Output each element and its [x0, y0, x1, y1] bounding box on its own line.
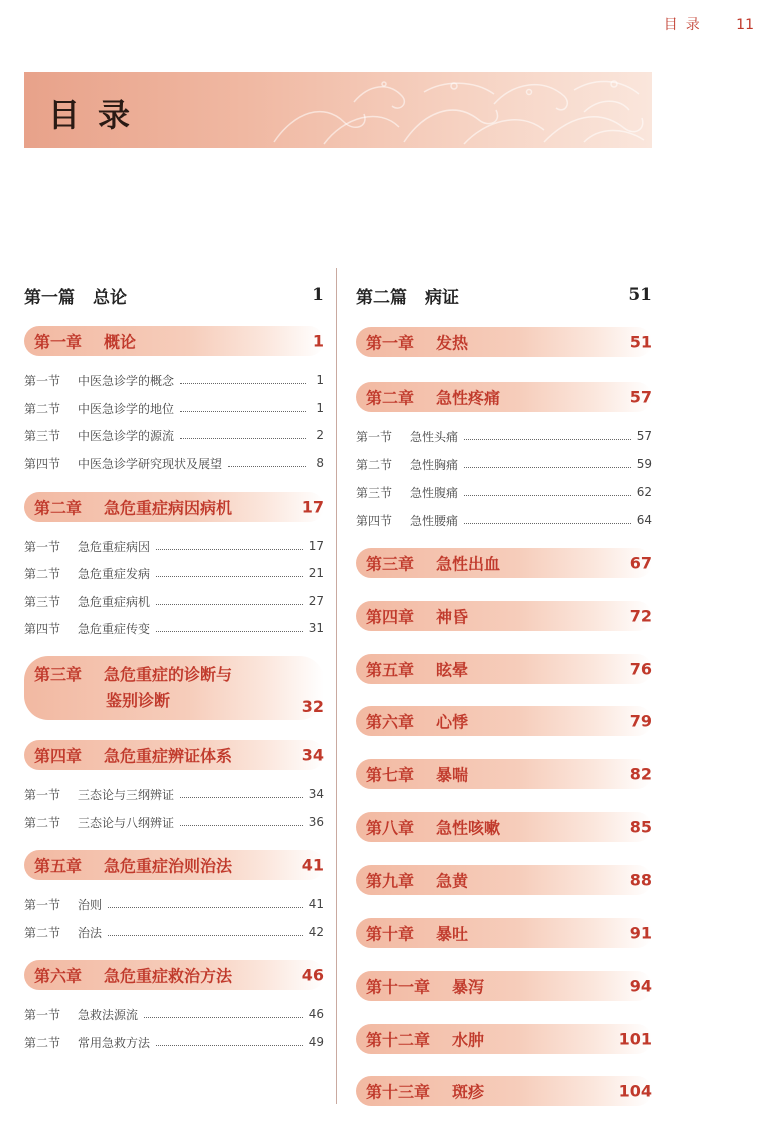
- chapter-page: 91: [629, 923, 652, 943]
- chapter-number: 第四章: [34, 746, 83, 766]
- chapter-page: 51: [629, 332, 652, 352]
- running-header-title: 目录: [663, 17, 708, 33]
- section-page: 62: [636, 485, 652, 499]
- chapter-title: 急危重症治则治法: [104, 856, 233, 876]
- leader-dots: [180, 411, 306, 412]
- section-entry[interactable]: [356, 482, 652, 502]
- section-title: 急性腰痛: [410, 513, 459, 528]
- chapter-page: 82: [629, 764, 652, 784]
- section-title: 急危重症发病: [78, 566, 151, 581]
- section-title: 急性头痛: [410, 429, 459, 444]
- section-entry[interactable]: [24, 536, 324, 556]
- chapter-entry[interactable]: [24, 740, 324, 770]
- chapter-entry[interactable]: [356, 812, 652, 842]
- leader-dots: [228, 466, 306, 467]
- part-title: 总论: [93, 287, 127, 308]
- leader-dots: [108, 935, 303, 936]
- chapter-number: 第二章: [366, 388, 415, 408]
- chapter-title: 神昏: [436, 607, 469, 627]
- chapter-page: 57: [629, 387, 652, 407]
- section-entry[interactable]: [24, 1032, 324, 1052]
- chapter-page: 46: [301, 965, 324, 985]
- leader-dots: [156, 549, 303, 550]
- part-number: 第一篇: [24, 287, 75, 308]
- chapter-number: 第四章: [366, 607, 415, 627]
- chapter-title: 心悸: [436, 712, 469, 732]
- section-entry[interactable]: [24, 370, 324, 390]
- section-number: 第二节: [24, 1035, 61, 1050]
- section-title: 急性胸痛: [410, 457, 459, 472]
- chapter-number: 第十章: [366, 924, 415, 944]
- chapter-title: 急性出血: [436, 554, 501, 574]
- section-page: 46: [308, 1007, 324, 1021]
- section-entry[interactable]: [356, 454, 652, 474]
- chapter-title: 急性疼痛: [436, 388, 501, 408]
- part-page: 51: [628, 285, 652, 305]
- section-title: 中医急诊学的地位: [78, 401, 175, 416]
- section-number: 第二节: [356, 457, 393, 472]
- chapter-entry[interactable]: [24, 656, 324, 720]
- chapter-entry[interactable]: [356, 971, 652, 1001]
- section-title: 急危重症传变: [78, 621, 151, 636]
- chapter-entry[interactable]: [356, 1024, 652, 1054]
- chapter-number: 第三章: [34, 665, 83, 684]
- section-page: 34: [308, 787, 324, 801]
- section-entry[interactable]: [24, 563, 324, 583]
- chapter-title: 暴吐: [436, 924, 469, 944]
- section-page: 36: [308, 815, 324, 829]
- chapter-entry[interactable]: [356, 654, 652, 684]
- chapter-number: 第六章: [34, 966, 83, 986]
- section-title: 三态论与八纲辨证: [78, 815, 175, 830]
- chapter-title: 急危重症救治方法: [104, 966, 233, 986]
- chapter-entry[interactable]: [356, 1076, 652, 1106]
- leader-dots: [156, 604, 303, 605]
- chapter-entry[interactable]: [356, 759, 652, 789]
- toc-banner: [24, 72, 652, 148]
- chapter-title: 斑疹: [452, 1082, 485, 1102]
- section-entry[interactable]: [24, 453, 324, 473]
- chapter-title: 急危重症病因病机: [104, 498, 233, 518]
- part-heading[interactable]: [356, 280, 652, 310]
- section-title: 治法: [78, 925, 103, 940]
- running-header-page: 11: [736, 17, 754, 33]
- chapter-title: 眩晕: [436, 660, 469, 680]
- section-title: 治则: [78, 897, 103, 912]
- chapter-number: 第七章: [366, 765, 415, 785]
- chapter-entry[interactable]: [24, 492, 324, 522]
- section-number: 第二节: [24, 815, 61, 830]
- chapter-page: 34: [301, 745, 324, 765]
- leader-dots: [464, 467, 631, 468]
- section-entry[interactable]: [24, 922, 324, 942]
- chapter-title: 水肿: [452, 1030, 485, 1050]
- part-title: 病证: [425, 287, 459, 308]
- section-number: 第一节: [356, 429, 393, 444]
- section-entry[interactable]: [24, 812, 324, 832]
- chapter-number: 第十二章: [366, 1030, 431, 1050]
- section-number: 第二节: [24, 925, 61, 940]
- section-entry[interactable]: [24, 784, 324, 804]
- chapter-number: 第二章: [34, 498, 83, 518]
- section-title: 急危重症病机: [78, 594, 151, 609]
- section-page: 1: [316, 373, 324, 387]
- section-title: 常用急救方法: [78, 1035, 151, 1050]
- section-page: 8: [316, 456, 324, 470]
- chapter-title-line1: 急危重症的诊断与: [104, 665, 233, 684]
- section-page: 17: [308, 539, 324, 553]
- chapter-number: 第六章: [366, 712, 415, 732]
- section-number: 第一节: [24, 897, 61, 912]
- chapter-page: 41: [301, 855, 324, 875]
- chapter-page: 101: [618, 1029, 652, 1049]
- chapter-entry[interactable]: [24, 326, 324, 356]
- section-page: 64: [636, 513, 652, 527]
- section-number: 第一节: [24, 787, 61, 802]
- section-title: 急性腹痛: [410, 485, 459, 500]
- chapter-page: 67: [629, 553, 652, 573]
- part-number: 第二篇: [356, 287, 407, 308]
- section-page: 57: [636, 429, 652, 443]
- section-page: 2: [316, 428, 324, 442]
- section-page: 42: [308, 925, 324, 939]
- section-number: 第一节: [24, 1007, 61, 1022]
- section-title: 中医急诊学研究现状及展望: [78, 456, 223, 471]
- chapter-title: 发热: [436, 333, 469, 353]
- section-entry[interactable]: [356, 510, 652, 530]
- chapter-entry[interactable]: [356, 327, 652, 357]
- chapter-page: 72: [629, 606, 652, 626]
- leader-dots: [156, 631, 303, 632]
- section-page: 49: [308, 1035, 324, 1049]
- section-title: 中医急诊学的概念: [78, 373, 175, 388]
- chapter-page: 1: [312, 331, 324, 351]
- leader-dots: [156, 1045, 303, 1046]
- section-page: 27: [308, 594, 324, 608]
- section-page: 21: [308, 566, 324, 580]
- running-header: [664, 14, 754, 34]
- section-number: 第三节: [24, 594, 61, 609]
- leader-dots: [464, 439, 631, 440]
- chapter-entry[interactable]: [356, 865, 652, 895]
- part-heading[interactable]: [24, 280, 324, 310]
- chapter-title: 概论: [104, 332, 137, 352]
- banner-title: 目录: [48, 96, 149, 134]
- chapter-number: 第五章: [34, 856, 83, 876]
- leader-dots: [156, 576, 303, 577]
- section-entry[interactable]: [24, 398, 324, 418]
- section-number: 第三节: [356, 485, 393, 500]
- chapter-page: 32: [301, 697, 324, 716]
- leader-dots: [180, 438, 306, 439]
- section-entry[interactable]: [24, 425, 324, 445]
- section-entry[interactable]: [356, 426, 652, 446]
- leader-dots: [464, 523, 631, 524]
- section-page: 59: [636, 457, 652, 471]
- section-number: 第二节: [24, 401, 61, 416]
- section-number: 第二节: [24, 566, 61, 581]
- section-number: 第一节: [24, 539, 61, 554]
- section-entry[interactable]: [24, 618, 324, 638]
- column-divider: [336, 268, 337, 1104]
- chapter-number: 第十三章: [366, 1082, 431, 1102]
- chapter-number: 第一章: [34, 332, 83, 352]
- section-title: 急救法源流: [78, 1007, 139, 1022]
- leader-dots: [180, 383, 306, 384]
- chapter-entry[interactable]: [356, 918, 652, 948]
- chapter-entry[interactable]: [356, 382, 652, 412]
- chapter-page: 94: [629, 976, 652, 996]
- chapter-entry[interactable]: [356, 601, 652, 631]
- chapter-page: 17: [301, 497, 324, 517]
- chapter-title: 急危重症辨证体系: [104, 746, 233, 766]
- section-number: 第四节: [24, 621, 61, 636]
- chapter-page: 104: [618, 1081, 652, 1101]
- leader-dots: [180, 825, 303, 826]
- section-number: 第四节: [24, 456, 61, 471]
- leader-dots: [144, 1017, 303, 1018]
- chapter-number: 第一章: [366, 333, 415, 353]
- section-title: 三态论与三纲辨证: [78, 787, 175, 802]
- chapter-title: 暴泻: [452, 977, 485, 997]
- section-entry[interactable]: [24, 1004, 324, 1024]
- chapter-number: 第八章: [366, 818, 415, 838]
- chapter-title: 暴喘: [436, 765, 469, 785]
- chapter-page: 88: [629, 870, 652, 890]
- section-title: 急危重症病因: [78, 539, 151, 554]
- chapter-entry[interactable]: [24, 960, 324, 990]
- section-page: 41: [308, 897, 324, 911]
- leader-dots: [180, 797, 303, 798]
- chapter-number: 第五章: [366, 660, 415, 680]
- section-number: 第四节: [356, 513, 393, 528]
- section-number: 第三节: [24, 428, 61, 443]
- chapter-entry[interactable]: [356, 706, 652, 736]
- leader-dots: [464, 495, 631, 496]
- section-page: 31: [308, 621, 324, 635]
- section-page: 1: [316, 401, 324, 415]
- section-entry[interactable]: [24, 591, 324, 611]
- chapter-title-line2: 鉴别诊断: [106, 691, 171, 710]
- section-entry[interactable]: [24, 894, 324, 914]
- section-title: 中医急诊学的源流: [78, 428, 175, 443]
- chapter-entry[interactable]: [24, 850, 324, 880]
- chapter-number: 第十一章: [366, 977, 431, 997]
- chapter-title: 急性咳嗽: [436, 818, 501, 838]
- part-page: 1: [312, 285, 324, 305]
- chapter-page: 76: [629, 659, 652, 679]
- chapter-title: 急黄: [436, 871, 469, 891]
- section-number: 第一节: [24, 373, 61, 388]
- chapter-page: 79: [629, 711, 652, 731]
- chapter-number: 第三章: [366, 554, 415, 574]
- chapter-number: 第九章: [366, 871, 415, 891]
- chapter-entry[interactable]: [356, 548, 652, 578]
- leader-dots: [108, 907, 303, 908]
- chapter-page: 85: [629, 817, 652, 837]
